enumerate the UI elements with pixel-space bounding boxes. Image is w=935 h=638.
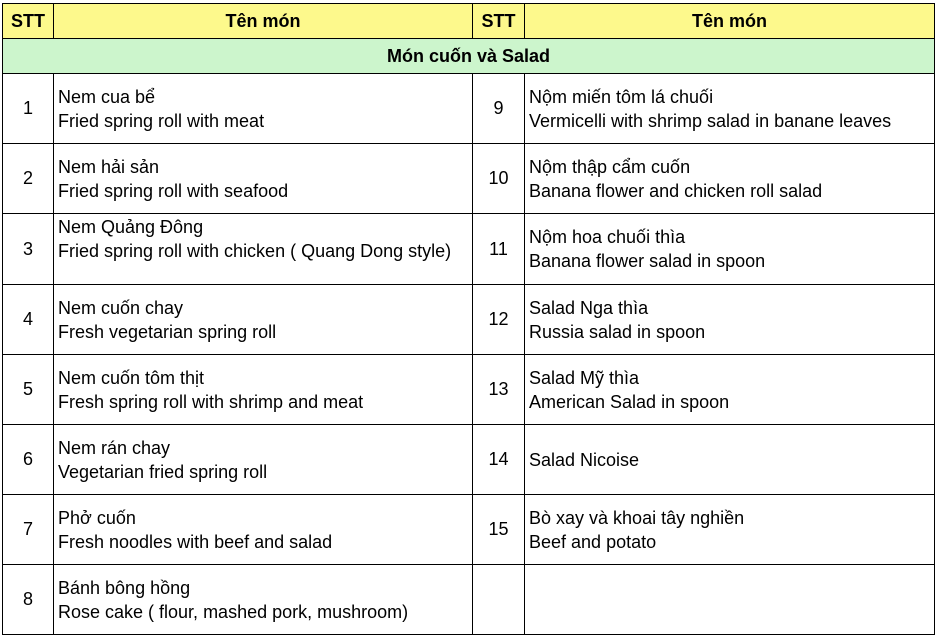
- dish-cell: [525, 355, 935, 425]
- stt-cell: 4: [3, 285, 54, 355]
- dish-name-vi: Bò xay và khoai tây nghiền: [529, 507, 745, 528]
- table-row: [3, 355, 935, 425]
- dish-cell: [54, 355, 473, 425]
- stt-cell: 1: [3, 74, 54, 144]
- dish-name-vi: Salad Mỹ thìa: [529, 367, 640, 388]
- stt-cell: 7: [3, 495, 54, 565]
- dish-cell: [525, 285, 935, 355]
- dish-name-en: Vermicelli with shrimp salad in banane leaves: [529, 110, 892, 131]
- dish-name-vi: Bánh bông hồng: [58, 577, 191, 598]
- dish-cell: [54, 74, 473, 144]
- dish-name-en: Russia salad in spoon: [529, 321, 706, 342]
- header-stt-left: STT: [3, 4, 54, 39]
- dish-cell: [54, 285, 473, 355]
- dish-name-en: Fresh spring roll with shrimp and meat: [58, 391, 364, 412]
- empty-stt-cell: [473, 565, 525, 635]
- dish-cell: [525, 74, 935, 144]
- dish-name-en: Fried spring roll with chicken ( Quang Dong style): [58, 241, 452, 261]
- dish-name-en: Rose cake ( flour, mashed pork, mushroom): [58, 601, 409, 622]
- dish-cell: [525, 144, 935, 214]
- stt-cell: 2: [3, 144, 54, 214]
- dish-name-vi: Phở cuốn: [58, 507, 136, 528]
- table-row: [3, 565, 935, 635]
- table-row: [3, 495, 935, 565]
- dish-cell: [54, 565, 473, 635]
- header-row: [3, 4, 935, 39]
- dish-name-vi: Nem cuốn tôm thịt: [58, 367, 205, 388]
- dish-name-vi: Nem cuốn chay: [58, 297, 184, 318]
- stt-cell: 14: [473, 425, 525, 495]
- stt-cell: 6: [3, 425, 54, 495]
- dish-name-en: Fried spring roll with meat: [58, 110, 265, 131]
- stt-cell: 8: [3, 565, 54, 635]
- dish-name-en: Banana flower and chicken roll salad: [529, 180, 823, 201]
- dish-name-vi: Nem rán chay: [58, 437, 171, 458]
- table-row: [3, 214, 935, 285]
- header-dish-right: Tên món: [525, 4, 935, 39]
- dish-cell: [54, 214, 473, 285]
- table-row: [3, 425, 935, 495]
- table-row: [3, 74, 935, 144]
- dish-name-en: Fresh vegetarian spring roll: [58, 321, 277, 342]
- table-row: [3, 144, 935, 214]
- dish-cell: [525, 214, 935, 285]
- stt-cell: 12: [473, 285, 525, 355]
- dish-name-vi: Nem cua bể: [58, 86, 156, 107]
- stt-cell: 13: [473, 355, 525, 425]
- stt-cell: 11: [473, 214, 525, 285]
- dish-cell: [525, 495, 935, 565]
- dish-cell: [54, 144, 473, 214]
- empty-dish-cell: [525, 565, 935, 635]
- dish-name-en: Fried spring roll with seafood: [58, 180, 289, 201]
- header-stt-right: STT: [473, 4, 525, 39]
- stt-cell: 3: [3, 214, 54, 285]
- dish-name-vi: Nộm miến tôm lá chuối: [529, 86, 714, 107]
- dish-name-vi: Nộm thập cẩm cuốn: [529, 156, 691, 177]
- dish-name-en: Beef and potato: [529, 531, 657, 552]
- dish-name-vi: Nộm hoa chuối thìa: [529, 227, 686, 247]
- stt-cell: 10: [473, 144, 525, 214]
- dish-cell: [54, 495, 473, 565]
- header-dish-left: Tên món: [54, 4, 473, 39]
- section-title: Món cuốn và Salad: [3, 39, 935, 74]
- table-row: [3, 285, 935, 355]
- dish-name-en: Vegetarian fried spring roll: [58, 461, 268, 482]
- dish-name-en: Fresh noodles with beef and salad: [58, 531, 333, 552]
- dish-name-vi: Salad Nga thìa: [529, 297, 649, 318]
- dish-name-vi: Nem Quảng Đông: [58, 217, 204, 237]
- stt-cell: 9: [473, 74, 525, 144]
- dish-name-en: Banana flower salad in spoon: [529, 251, 766, 271]
- stt-cell: 15: [473, 495, 525, 565]
- section-row: [3, 39, 935, 74]
- dish-cell: [525, 425, 935, 495]
- dish-name-en: American Salad in spoon: [529, 391, 730, 412]
- dish-name-vi: Nem hải sản: [58, 156, 160, 177]
- menu-table: [2, 3, 935, 635]
- dish-name-vi: Salad Nicoise: [529, 449, 640, 470]
- dish-cell: [54, 425, 473, 495]
- stt-cell: 5: [3, 355, 54, 425]
